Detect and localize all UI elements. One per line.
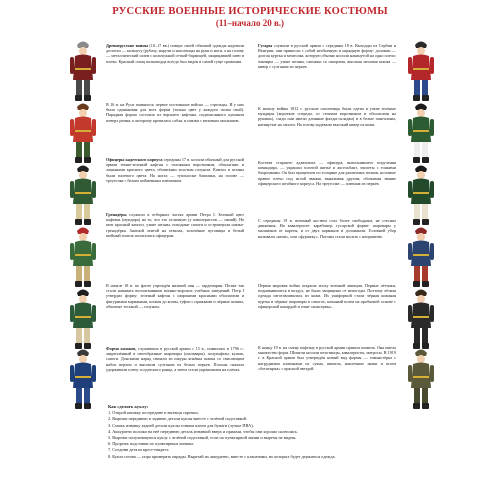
right-section-1-text: служили в русской армии с середины 18 в. Выходцы из Сербии и Венгрии, они принесли с собой необычную и нарядную форму: доломан — долгая куртка и ментолка, которую обычно носили накинутой на одно плечо; чакчиры — узкие штаны, сапожки со шпорами, высокая меховая шапка — кивер с султаном из перьев. — [258, 43, 396, 69]
left-section-4-lead: Гренадёры — [106, 212, 127, 217]
left-section-1 — [106, 43, 244, 64]
title-line-2: (11–начало 20 в.) — [215, 18, 285, 28]
right-section-1 — [258, 43, 396, 69]
left-section-1-text: (10–17 вв.) поверх своей обычной одежды надевали доспехи — кольчугу (рубаху, наручи и наголенцы на руки и ноги, а на голову — металлический шлем с кольчужной сеткой-бармицей, защищавшей шею и плечи. Красный плащ полководца всегда был виден в самой гуще сражения. — [106, 43, 244, 64]
midshipman-figure-icon — [66, 286, 100, 354]
left-section-4-text: служили в отборных частях армии Петра I. Зеленый цвет кафтана (мундира) на то, что это отличную (у кавалеристов — синий). На шеи красный камзол, узкие штаны, походные сапоги и островерхая шапка-гренадёрка. Знатной лентой на отвалах, золочёные пуговицы и белый шейный платок полагались офицерам. — [106, 212, 244, 238]
instruction-step: 5. Вырежи получившуюся куклу с зелёной подставкой, если по пунктирной линии и вырезы не видны. — [108, 435, 297, 441]
left-section-6 — [106, 346, 244, 372]
instruction-step: 3. Смажь изнанку задней детали куклы тонким клеем для бумаги (лучше ПВА). — [108, 422, 254, 428]
adjutant-figure-icon — [404, 162, 438, 230]
right-section-4-text: С середины 19 в. военный костюм стал более свободным, не стеснял движения. На кавалеристе: карабинер, гусарской форме: шаровары у мальчиков от кареты, и от двух карманов и доломаном. Головной убор называли «кепи», или «фуражку». Погоны стали носить с неприятию. — [258, 218, 396, 239]
instruction-step: 2. Вырежи переднюю и заднюю детали куклы вместе с зелёной подставкой. — [108, 416, 248, 422]
hussar-figure-icon — [404, 38, 438, 106]
left-section-3-lead: Офицеры кадетского корпуса — [106, 157, 163, 162]
pilot-figure-icon — [404, 286, 438, 354]
right-section-6 — [258, 345, 396, 371]
officer-figure-icon — [66, 162, 100, 230]
warrior-figure-icon — [66, 38, 100, 106]
instruction-step: 1. Открой книжку посередине и вытащи скрепки. — [108, 410, 199, 416]
right-section-2 — [258, 106, 396, 127]
left-section-2 — [106, 102, 244, 123]
left-section-5-text: В начале 18 в. по флоте учреждён низший чин — гардемарин. Позже так стали называть воспитанников военно-морских учебных заведений. Петр I утвердил форму: зеленый кафтан с широкими красными обшлагами и фигурными карманами, штаны до колен, туфли с пряжками и чёрные шляпы, обшитые тесьмой — галуном. — [106, 283, 244, 309]
left-section-4 — [106, 212, 244, 238]
instruction-step: 8. Кукла готова — пора примерять наряды. Вырезай их аккуратно, вместе с клапанами, но которых будет держаться одежда. — [108, 453, 336, 459]
instruction-step: 4. Аккуратно положи на неё переднюю деталь изнанкой вверх и прижми, чтобы они хорошо склеились. — [108, 428, 298, 434]
right-section-1-lead: Гусары — [258, 43, 273, 48]
page-title — [0, 6, 500, 28]
left-section-6-lead: Форма казаков, — [106, 346, 137, 351]
instructions-heading: Как сделать куклу: — [108, 404, 149, 409]
militia-figure-icon — [404, 100, 438, 168]
left-section-5 — [106, 283, 244, 309]
right-section-3 — [258, 160, 396, 186]
title-line-1: РУССКИЕ ВОЕННЫЕ ИСТОРИЧЕСКИЕ КОСТЮМЫ — [112, 6, 388, 17]
cavalry-figure-icon — [404, 224, 438, 292]
grenadier-figure-icon — [66, 224, 100, 292]
instruction-step: 6. Прорежь подставки по пунктирным линиям. — [108, 441, 194, 447]
instructions — [108, 404, 408, 460]
right-section-5-text: Первая мировая война открыла эпоху военной авиации. Первые лётчики, поднимавшиеся в воздух, не были защищены от непогоды. Поэтому лётная одежда изготавливалась из кожи. Их униформой стали чёрная кожаная куртка и чёрные шаровары в сапогах, кожаный шлем на пробковой основе с офицерской кокардой и очки-«консервы». — [258, 283, 396, 309]
left-section-3-text: середины 17 в. носили обычный для русской армии темно-зеленый кафтан с отложным воротником, обшлагами и лацканами красного цвета, обшитыми золотым галуном. Камзол и штаны были палевого цвета. На ногах — тупоносые башмаки, на голове — треуголка с белым пойменным плюмажем. — [106, 157, 244, 183]
cossack-figure-icon — [66, 346, 100, 414]
right-section-4 — [258, 218, 396, 239]
left-section-3 — [106, 157, 244, 183]
instructions-list — [108, 410, 408, 460]
right-section-6-text: К концу 19 в. на смену кафтану в русской армии пришла шинель. Она имела множество форм. Шинели носили пехотинцы, кавалеристы, матросы. В 1919 г. в Красной армии был утверждён новый вид формы — гимнастёрка с нагрудными клапанами из сукна, шинель, наплечные знаки и шлем «богатырка» с красной звездой. — [258, 345, 396, 371]
left-section-2-text: В 16 в. на Руси появилось первое постоянное войско — стрельцы. И у них была одинаковая для всех форма (только цвет у каждого полка свой). Парадная форма состояла из верхнего кафтана, подпоясанного кушаком поверх ремня, к которому крепилась сабля, и шапки с меховым околышем. — [106, 102, 244, 123]
streltsy-figure-icon — [66, 100, 100, 168]
right-section-2-text: К началу войны 1812 г. русские ополченцы были одеты в узкие зелёные мундиры (короткие спереди, со стоячим воротником и обшлагами на рукавах), сзади они имели длинные фалды-складки) и в белые панталоны, натянутые на сапоги. На голову надевали высокий кивер из кожи. — [258, 106, 396, 127]
instruction-step: 7. Соедини детали крест-накрест. — [108, 447, 170, 453]
soldier-figure-icon — [404, 346, 438, 414]
left-section-6-text: служивших в русской армии с 15 в., появилась в 1796 г.: закреплённый в своеобразные шаровары (шальвары), полукафтан, кушак, сапоги. Донскими наряд связали из шкуры ягнёнка шапка со свисающим набок верхом и высоким султаном из белых перьев. Погоны сначала удерживали плечу солдатского ранца, а затем стали украшением на плечах. — [106, 346, 245, 372]
right-section-3-text: Костюм старшего адъютанта — офицера, выполнявшего поручения командира, — украшал золотой шитьё и аксельбант, эполеты с тонкими бахромками. Он был прицеплен по толщине для различных полков, носимые правое плечо под иглой звания, выказывая другим, обозначая звание офицерского штабного корпуса. На треуголке — плюмаж из перьев. — [258, 160, 396, 186]
right-section-5 — [258, 283, 396, 309]
left-section-1-lead: Древнерусские воины — [106, 43, 149, 48]
